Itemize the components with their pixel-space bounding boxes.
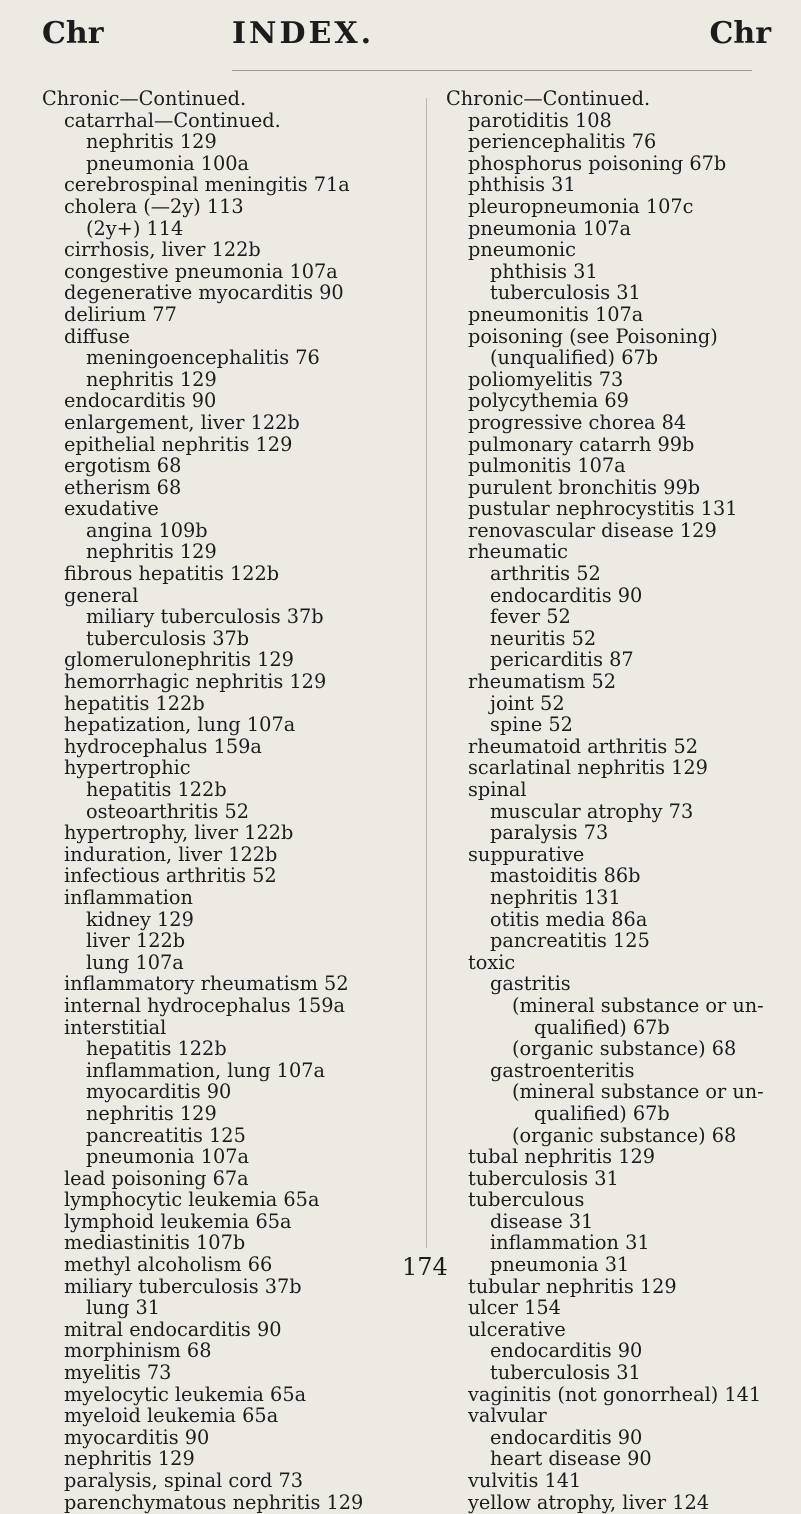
index-entry: nephritis 129: [86, 1101, 217, 1125]
running-head-title: INDEX.: [232, 16, 375, 51]
index-entry: general: [64, 583, 139, 607]
index-entry: tubular nephritis 129: [468, 1274, 677, 1298]
index-entry: tuberculosis 31: [468, 1166, 619, 1190]
index-entry: pustular nephrocystitis 131: [468, 497, 738, 521]
index-entry: pancreatitis 125: [86, 1123, 246, 1147]
index-entry: paralysis 73: [490, 821, 609, 845]
index-entry: nephritis 129: [64, 1447, 195, 1471]
index-entry: induration, liver 122b: [64, 842, 278, 866]
index-entry: yellow atrophy, liver 124: [468, 1490, 710, 1514]
index-entry: ulcerative: [468, 1317, 566, 1341]
index-entry: spine 52: [490, 713, 573, 737]
index-entry: mastoiditis 86b: [490, 864, 641, 888]
index-heading: Chronic—Continued.: [446, 87, 651, 110]
index-entry: purulent bronchitis 99b: [468, 475, 701, 499]
index-entry: poliomyelitis 73: [468, 367, 624, 391]
index-entry: tuberculous: [468, 1188, 585, 1212]
index-entry: paralysis, spinal cord 73: [64, 1469, 304, 1492]
index-entry: toxic: [468, 950, 516, 974]
index-entry: delirium 77: [64, 302, 177, 326]
index-entry: polycythemia 69: [468, 389, 629, 413]
index-entry: cerebrospinal meningitis 71a: [64, 173, 350, 197]
index-entry: hemorrhagic nephritis 129: [64, 670, 327, 694]
index-entry: hepatization, lung 107a: [64, 713, 296, 737]
index-entry: suppurative: [468, 842, 585, 866]
running-head-right: Chr: [709, 16, 771, 51]
index-entry: myelocytic leukemia 65a: [64, 1382, 307, 1406]
index-entry: qualified) 67b: [534, 1101, 670, 1125]
index-entry: pulmonitis 107a: [468, 454, 626, 478]
index-heading: Chronic—Continued.: [42, 87, 247, 110]
index-entry: pleuropneumonia 107c: [468, 194, 694, 218]
index-entry: disease 31: [490, 1209, 594, 1233]
index-entry: phosphorus poisoning 67b: [468, 151, 727, 175]
index-entry: endocarditis 90: [490, 1425, 643, 1449]
index-entry: lung 107a: [86, 950, 184, 974]
running-head-left: Chr: [42, 16, 104, 51]
index-entry: mitral endocarditis 90: [64, 1317, 282, 1341]
index-entry: endocarditis 90: [490, 583, 643, 607]
index-entry: vulvitis 141: [468, 1469, 582, 1492]
index-entry: degenerative myocarditis 90: [64, 281, 344, 305]
index-entry: inflammation, lung 107a: [86, 1058, 325, 1082]
index-entry: hepatitis 122b: [86, 1037, 227, 1061]
header-rule: [232, 70, 752, 71]
index-entry: vaginitis (not gonorrheal) 141: [468, 1382, 762, 1406]
index-entry: renovascular disease 129: [468, 518, 717, 542]
index-entry: pneumonic: [468, 238, 576, 262]
index-entry: poisoning (see Poisoning): [468, 324, 718, 348]
index-entry: tuberculosis 31: [490, 281, 641, 305]
index-entry: nephritis 131: [490, 885, 621, 909]
index-entry: congestive pneumonia 107a: [64, 259, 338, 283]
index-entry: pneumonia 31: [490, 1253, 630, 1277]
index-entry: nephritis 129: [86, 367, 217, 391]
index-entry: qualified) 67b: [534, 1015, 670, 1039]
index-entry: exudative: [64, 497, 159, 521]
index-entry: spinal: [468, 778, 527, 801]
index-entry: interstitial: [64, 1015, 167, 1039]
index-entry: diffuse: [64, 324, 130, 348]
index-entry: phthisis 31: [468, 173, 576, 197]
index-entry: phthisis 31: [490, 259, 598, 283]
index-entry: (organic substance) 68: [512, 1123, 737, 1147]
index-entry: meningoencephalitis 76: [86, 346, 320, 370]
index-entry: gastroenteritis: [490, 1058, 635, 1082]
index-entry: catarrhal—Continued.: [64, 108, 281, 132]
index-entry: valvular: [468, 1404, 547, 1428]
index-entry: hepatitis 122b: [64, 691, 205, 715]
index-entry: gastritis: [490, 972, 571, 996]
index-entry: nephritis 129: [86, 540, 217, 564]
index-entry: hydrocephalus 159a: [64, 734, 262, 758]
index-entry: lymphoid leukemia 65a: [64, 1209, 292, 1233]
index-entry: liver 122b: [86, 929, 186, 953]
page-header: [0, 16, 801, 72]
index-entry: fever 52: [490, 605, 571, 629]
index-entry: tuberculosis 37b: [86, 626, 250, 650]
index-entry: miliary tuberculosis 37b: [86, 605, 324, 629]
index-entry: angina 109b: [86, 518, 208, 542]
index-entry: scarlatinal nephritis 129: [468, 756, 708, 780]
index-entry: pericarditis 87: [490, 648, 634, 672]
index-column-right: [446, 88, 796, 1513]
index-entry: muscular atrophy 73: [490, 799, 694, 823]
index-entry: kidney 129: [86, 907, 194, 931]
index-entry: fibrous hepatitis 122b: [64, 562, 280, 586]
index-entry: endocarditis 90: [490, 1339, 643, 1363]
index-entry: (unqualified) 67b: [490, 346, 659, 370]
index-entry: (2y+) 114: [86, 216, 184, 240]
index-entry: lymphocytic leukemia 65a: [64, 1188, 320, 1212]
index-entry: cirrhosis, liver 122b: [64, 238, 261, 262]
index-entry: nephritis 129: [86, 130, 217, 154]
index-entry: myelitis 73: [64, 1361, 172, 1385]
index-entry: periencephalitis 76: [468, 130, 657, 154]
index-entry: neuritis 52: [490, 626, 597, 650]
index-entry: lung 31: [86, 1296, 161, 1320]
index-entry: (organic substance) 68: [512, 1037, 737, 1061]
index-entry: infectious arthritis 52: [64, 864, 277, 888]
index-entry: (mineral substance or un-: [512, 1080, 764, 1104]
index-entry: rheumatoid arthritis 52: [468, 734, 698, 758]
index-entry: pneumonia 100a: [86, 151, 249, 175]
index-entry: (mineral substance or un-: [512, 993, 764, 1017]
index-entry: lead poisoning 67a: [64, 1166, 249, 1190]
index-entry: myocarditis 90: [86, 1080, 232, 1104]
index-entry: hepatitis 122b: [86, 778, 227, 801]
index-entry: heart disease 90: [490, 1447, 652, 1471]
index-entry: joint 52: [490, 691, 565, 715]
index-entry: pneumonia 107a: [86, 1145, 249, 1169]
index-entry: otitis media 86a: [490, 907, 648, 931]
index-entry: parenchymatous nephritis 129: [64, 1490, 364, 1514]
index-entry: methyl alcoholism 66: [64, 1253, 273, 1277]
index-entry: etherism 68: [64, 475, 182, 499]
index-entry: endocarditis 90: [64, 389, 217, 413]
index-entry: cholera (—2y) 113: [64, 194, 244, 218]
index-entry: enlargement, liver 122b: [64, 410, 300, 434]
column-divider: [426, 98, 427, 1248]
index-entry: pneumonia 107a: [468, 216, 631, 240]
index-entry: internal hydrocephalus 159a: [64, 993, 346, 1017]
page-number: 174: [402, 1253, 448, 1281]
index-entry: rheumatism 52: [468, 670, 616, 694]
index-entry: epithelial nephritis 129: [64, 432, 293, 456]
index-entry: myocarditis 90: [64, 1425, 210, 1449]
index-entry: morphinism 68: [64, 1339, 212, 1363]
index-entry: glomerulonephritis 129: [64, 648, 294, 672]
index-entry: osteoarthritis 52: [86, 799, 250, 823]
index-entry: ergotism 68: [64, 454, 182, 478]
index-entry: rheumatic: [468, 540, 568, 564]
index-entry: mediastinitis 107b: [64, 1231, 246, 1255]
index-entry: inflammation 31: [490, 1231, 650, 1255]
index-entry: parotiditis 108: [468, 108, 612, 132]
index-entry: pancreatitis 125: [490, 929, 650, 953]
index-entry: inflammation: [64, 885, 193, 909]
index-entry: myeloid leukemia 65a: [64, 1404, 279, 1428]
index-entry: miliary tuberculosis 37b: [64, 1274, 302, 1298]
index-entry: inflammatory rheumatism 52: [64, 972, 349, 996]
index-entry: ulcer 154: [468, 1296, 561, 1320]
index-entry: progressive chorea 84: [468, 410, 687, 434]
index-entry: pneumonitis 107a: [468, 302, 644, 326]
index-entry: tubal nephritis 129: [468, 1145, 656, 1169]
index-entry: arthritis 52: [490, 562, 601, 586]
index-entry: hypertrophy, liver 122b: [64, 821, 294, 845]
index-entry: hypertrophic: [64, 756, 191, 780]
index-entry: pulmonary catarrh 99b: [468, 432, 695, 456]
index-column-left: [42, 88, 420, 1513]
index-entry: tuberculosis 31: [490, 1361, 641, 1385]
